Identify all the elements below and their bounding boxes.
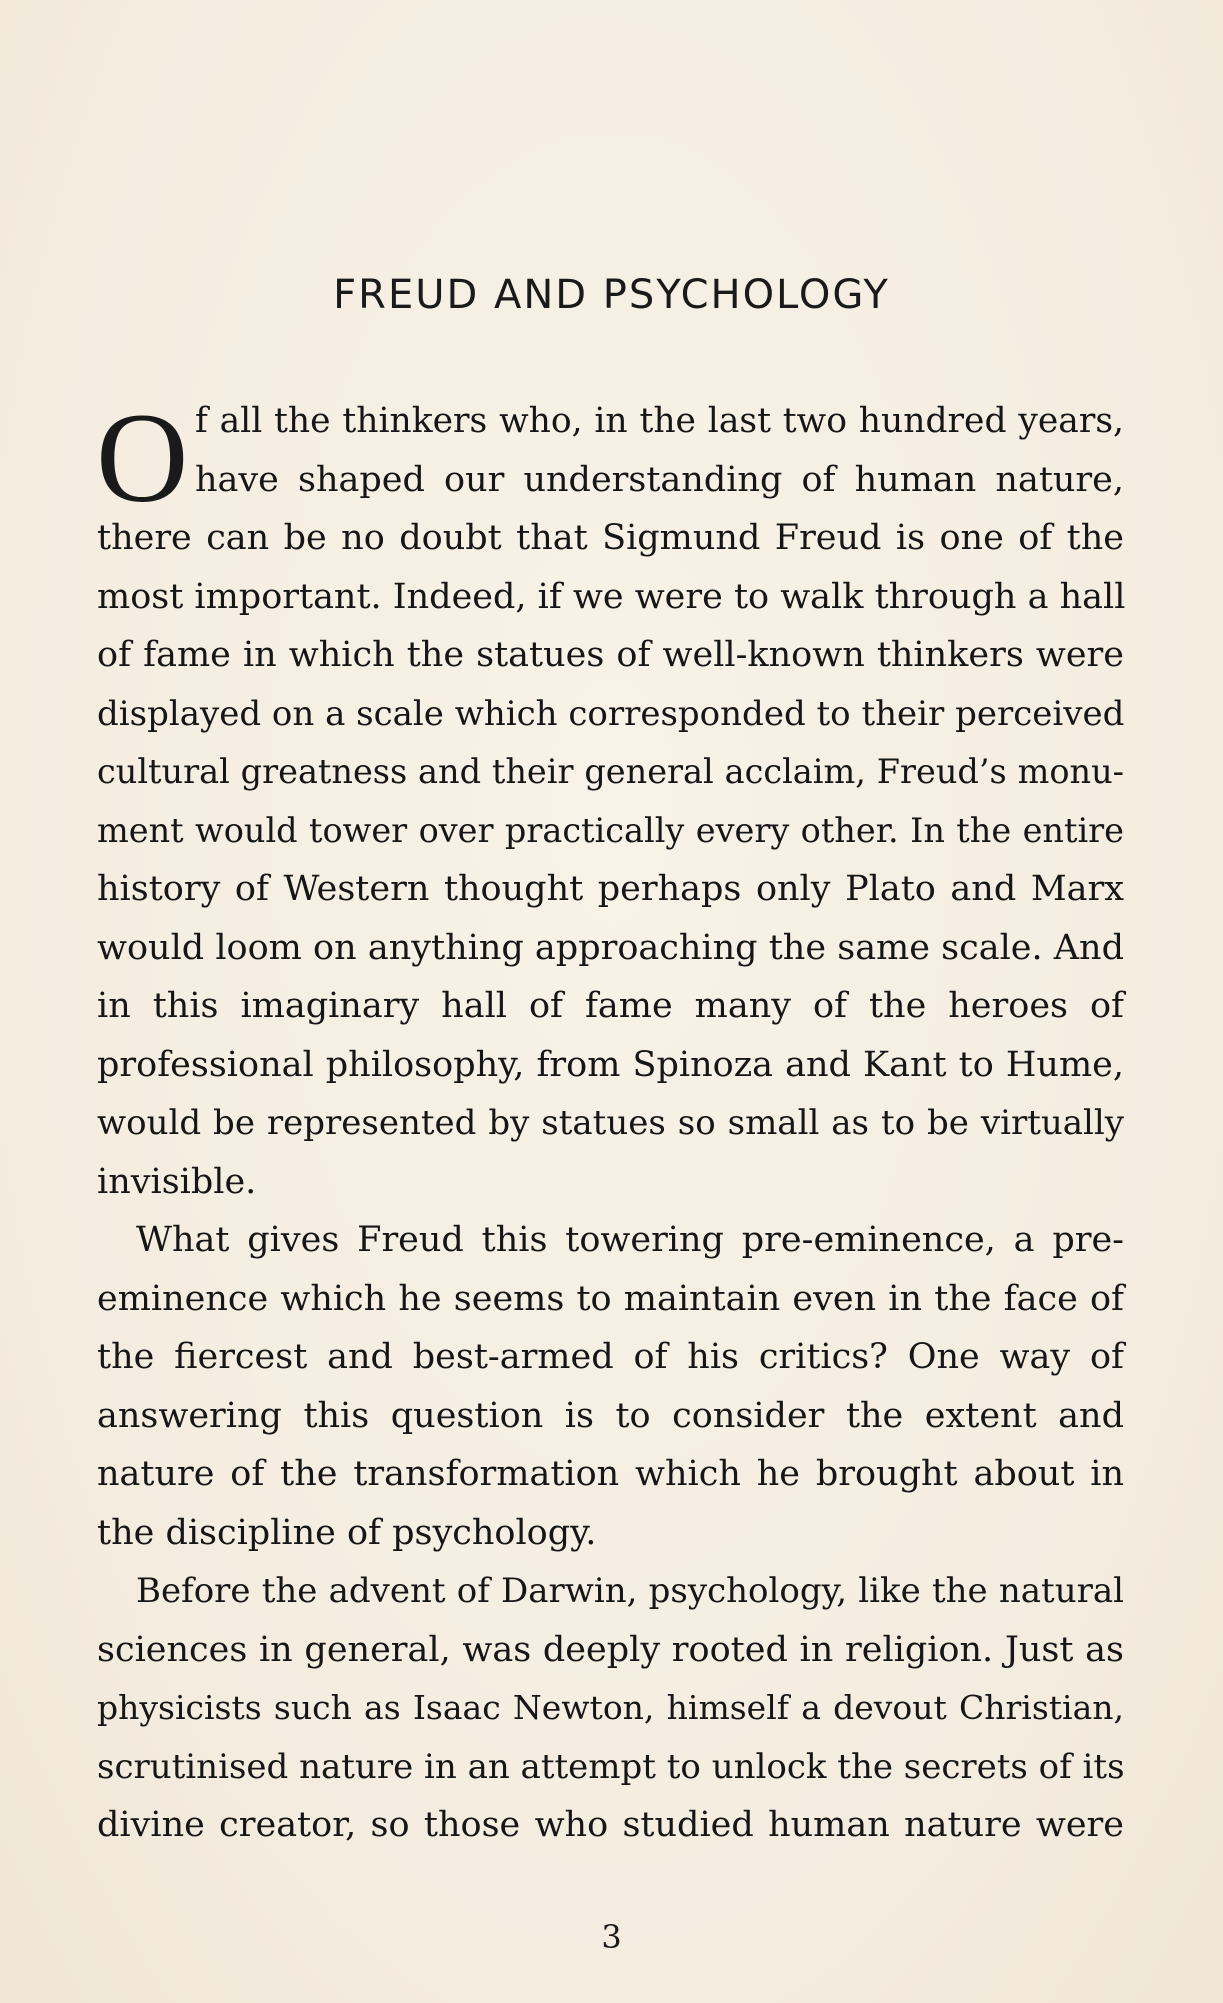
text-line: Before the advent of Darwin, psychology, like the natural: [136, 1571, 1124, 1611]
text-line: divine creator, so those who studied human nature were: [97, 1805, 1124, 1845]
chapter-title: FREUD AND PSYCHOLOGY: [333, 272, 890, 318]
text-line: history of Western thought perhaps only Plato and Marx: [97, 869, 1124, 909]
text-line: scrutinised nature in an attempt to unlock the secrets of its: [97, 1746, 1125, 1787]
text-line: sciences in general, was deeply rooted in religion. Just as: [97, 1629, 1124, 1670]
text-line: displayed on a scale which corresponded to their perceived: [97, 693, 1125, 734]
drop-cap: O: [96, 387, 189, 529]
text-line: of fame in which the statues of well-known thinkers were: [97, 635, 1124, 675]
text-line: there can be no doubt that Sigmund Freud is one of the: [97, 518, 1124, 558]
text-line: would be represented by statues so small as to be virtually: [97, 1103, 1124, 1143]
text-line: most important. Indeed, if we were to walk through a hall: [97, 576, 1126, 617]
text-line: ment would tower over practically every other. In the entire: [97, 810, 1124, 850]
text-line: eminence which he seems to maintain even in the face of: [97, 1278, 1124, 1319]
text-line: nature of the transformation which he brought about in: [97, 1454, 1124, 1494]
body-text: [96, 387, 1126, 1855]
text-line: the discipline of psychology.: [97, 1512, 597, 1553]
text-line: invisible.: [97, 1161, 257, 1202]
text-line: professional philosophy, from Spinoza and Kant to Hume,: [97, 1044, 1124, 1085]
text-line: the fiercest and best-armed of his critics? One way of: [97, 1337, 1124, 1377]
text-line: answering this question is to consider the extent and: [97, 1395, 1124, 1436]
text-line: in this imaginary hall of fame many of the heroes of: [97, 986, 1124, 1026]
page-number: 3: [601, 1918, 622, 1956]
text-line: What gives Freud this towering pre-eminence, a pre-: [136, 1220, 1124, 1260]
text-line: f all the thinkers who, in the last two hundred years,: [195, 401, 1124, 441]
text-line: cultural greatness and their general acclaim, Freud’s monu-: [97, 752, 1124, 791]
text-line: would loom on anything approaching the same scale. And: [97, 927, 1124, 968]
text-line: have shaped our understanding of human nature,: [195, 459, 1124, 500]
text-line: physicists such as Isaac Newton, himself a devout Christian,: [97, 1688, 1124, 1727]
